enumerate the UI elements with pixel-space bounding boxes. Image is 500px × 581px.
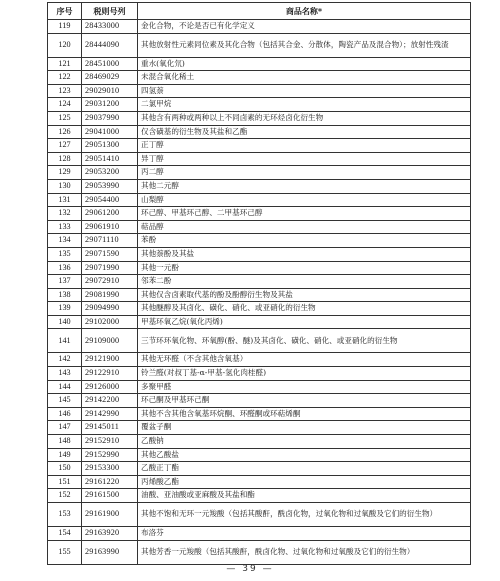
tariff-code-cell: 29029010 (82, 84, 138, 98)
product-name-cell: 四氢萘 (138, 84, 471, 98)
table-row (48, 302, 471, 316)
product-name-cell: 萜品醇 (138, 220, 471, 234)
seq-cell: 141 (48, 329, 82, 353)
product-name-cell: 其他一元酚 (138, 261, 471, 275)
tariff-code-cell: 29051410 (82, 152, 138, 166)
table-row (48, 261, 471, 275)
seq-cell: 142 (48, 353, 82, 367)
tariff-code-cell: 29152990 (82, 448, 138, 462)
product-name-cell: 其他不饱和无环一元羧酸（包括其酸酐，酰卤化物，过氧化物和过氧酸及它们的衍生物） (138, 503, 471, 527)
tariff-code-cell: 29161220 (82, 475, 138, 489)
table-row (48, 71, 471, 85)
product-name-cell: 其他萘酚及其盐 (138, 247, 471, 261)
table-row (48, 20, 471, 34)
tariff-code-cell: 29053990 (82, 179, 138, 193)
table-row (48, 462, 471, 476)
table-row (48, 247, 471, 261)
tariff-code-cell: 29072910 (82, 275, 138, 289)
tariff-code-cell: 29121900 (82, 353, 138, 367)
tariff-code-cell: 29041000 (82, 125, 138, 139)
tariff-code-cell: 29102000 (82, 315, 138, 329)
product-name-cell: 其他芳香一元羧酸（包括其酸酐，酰卤化物、过氧化物和过氧酸及它们的衍生物） (138, 540, 471, 564)
tariff-code-cell: 29145011 (82, 421, 138, 435)
seq-cell: 144 (48, 380, 82, 394)
product-name-cell: 其他无环醛（不含其他含氧基） (138, 353, 471, 367)
seq-cell: 143 (48, 367, 82, 381)
product-name-cell: 环己醇、甲基环己醇、二甲基环己醇 (138, 207, 471, 221)
tariff-code-cell: 28469029 (82, 71, 138, 85)
product-name-cell: 山梨醇 (138, 193, 471, 207)
product-name-cell: 苯酚 (138, 234, 471, 248)
table-body (48, 20, 471, 565)
tariff-document (47, 2, 470, 565)
seq-cell: 128 (48, 152, 82, 166)
table-row (48, 111, 471, 125)
table-row (48, 489, 471, 503)
tariff-code-cell: 29161900 (82, 503, 138, 527)
seq-cell: 123 (48, 84, 82, 98)
product-name-cell: 铃兰醛(对叔丁基-α-甲基-氢化肉桂醛) (138, 367, 471, 381)
table-row (48, 125, 471, 139)
seq-cell: 124 (48, 98, 82, 112)
product-name-cell: 未混合氧化稀土 (138, 71, 471, 85)
table-row (48, 435, 471, 449)
seq-cell: 129 (48, 166, 82, 180)
product-name-cell: 其他二元醇 (138, 179, 471, 193)
seq-cell: 133 (48, 220, 82, 234)
table-row (48, 353, 471, 367)
tariff-code-cell: 29061200 (82, 207, 138, 221)
table-row (48, 475, 471, 489)
tariff-code-cell: 29122910 (82, 367, 138, 381)
product-name-cell: 乙酸正丁酯 (138, 462, 471, 476)
tariff-code-cell: 29142990 (82, 407, 138, 421)
seq-cell: 127 (48, 139, 82, 153)
table-row (48, 166, 471, 180)
table-row (48, 448, 471, 462)
table-row (48, 207, 471, 221)
product-name-cell: 重水(氧化氘) (138, 57, 471, 71)
product-name-cell: 正丁醇 (138, 139, 471, 153)
tariff-code-cell: 29071110 (82, 234, 138, 248)
seq-cell: 122 (48, 71, 82, 85)
seq-cell: 139 (48, 302, 82, 316)
product-name-cell: 其他含有两种或两种以上不同卤素的无环烃卤化衍生物 (138, 111, 471, 125)
product-name-cell: 异丁醇 (138, 152, 471, 166)
table-row (48, 234, 471, 248)
product-name-cell: 油酸、亚油酸或亚麻酸及其盐和酯 (138, 489, 471, 503)
seq-cell: 121 (48, 57, 82, 71)
tariff-code-cell: 29152910 (82, 435, 138, 449)
seq-cell: 138 (48, 288, 82, 302)
product-name-cell: 丙烯酸乙酯 (138, 475, 471, 489)
tariff-code-cell: 29071990 (82, 261, 138, 275)
table-row (48, 367, 471, 381)
product-name-cell: 三节环环氧化物、环氧醇(酚、醚)及其卤化、磺化、硝化、或亚硝化的衍生物 (138, 329, 471, 353)
product-name-cell: 其他放射性元素同位素及其化合物（包括其合金、分散体，陶瓷产品及混合物）；放射性残渣 (138, 33, 471, 57)
table-header-row (48, 3, 471, 20)
seq-cell: 134 (48, 234, 82, 248)
product-name-cell: 其他仅含卤素取代基的酚及酚醇衍生物及其盐 (138, 288, 471, 302)
table-row (48, 394, 471, 408)
tariff-code-cell: 29031200 (82, 98, 138, 112)
tariff-code-cell: 29163920 (82, 527, 138, 541)
tariff-code-cell: 29153300 (82, 462, 138, 476)
tariff-code-cell: 28451000 (82, 57, 138, 71)
table-row (48, 57, 471, 71)
tariff-code-cell: 29163990 (82, 540, 138, 564)
product-name-cell: 多聚甲醛 (138, 380, 471, 394)
table-row (48, 193, 471, 207)
seq-cell: 155 (48, 540, 82, 564)
seq-cell: 152 (48, 489, 82, 503)
seq-cell: 149 (48, 448, 82, 462)
header-code: 税则号列 (82, 3, 138, 20)
tariff-code-cell: 29061910 (82, 220, 138, 234)
table-row (48, 220, 471, 234)
tariff-code-cell: 29071590 (82, 247, 138, 261)
tariff-code-cell: 29053200 (82, 166, 138, 180)
product-name-cell: 其他乙酸盐 (138, 448, 471, 462)
seq-cell: 136 (48, 261, 82, 275)
product-name-cell: 二氯甲烷 (138, 98, 471, 112)
tariff-code-cell: 29161500 (82, 489, 138, 503)
product-name-cell: 布洛芬 (138, 527, 471, 541)
table-row (48, 421, 471, 435)
seq-cell: 125 (48, 111, 82, 125)
seq-cell: 153 (48, 503, 82, 527)
table-row (48, 329, 471, 353)
seq-cell: 147 (48, 421, 82, 435)
table-row (48, 527, 471, 541)
tariff-code-cell: 29142200 (82, 394, 138, 408)
tariff-code-cell: 29126000 (82, 380, 138, 394)
product-name-cell: 其他醚醇及其卤化、磺化、硝化、或亚硝化的衍生物 (138, 302, 471, 316)
seq-cell: 131 (48, 193, 82, 207)
table-row (48, 84, 471, 98)
tariff-code-cell: 29094990 (82, 302, 138, 316)
table-row (48, 179, 471, 193)
seq-cell: 130 (48, 179, 82, 193)
product-name-cell: 覆盆子酮 (138, 421, 471, 435)
seq-cell: 146 (48, 407, 82, 421)
table-row (48, 380, 471, 394)
tariff-code-cell: 29081990 (82, 288, 138, 302)
header-name: 商品名称* (138, 3, 471, 20)
product-name-cell: 乙酸钠 (138, 435, 471, 449)
table-row (48, 139, 471, 153)
tariff-code-cell: 29109000 (82, 329, 138, 353)
table-row (48, 288, 471, 302)
table-row (48, 152, 471, 166)
seq-cell: 140 (48, 315, 82, 329)
seq-cell: 126 (48, 125, 82, 139)
table-row (48, 503, 471, 527)
product-name-cell: 仅含磺基的衍生物及其盐和乙酯 (138, 125, 471, 139)
seq-cell: 151 (48, 475, 82, 489)
product-name-cell: 邻苯二酚 (138, 275, 471, 289)
tariff-code-cell: 28444090 (82, 33, 138, 57)
tariff-code-cell: 28433000 (82, 20, 138, 34)
table-row (48, 33, 471, 57)
table-row (48, 275, 471, 289)
seq-cell: 137 (48, 275, 82, 289)
seq-cell: 145 (48, 394, 82, 408)
product-name-cell: 甲基环氧乙烷(氧化丙烯) (138, 315, 471, 329)
seq-cell: 132 (48, 207, 82, 221)
seq-cell: 148 (48, 435, 82, 449)
tariff-table (47, 2, 471, 565)
table-row (48, 315, 471, 329)
product-name-cell: 丙二醇 (138, 166, 471, 180)
header-seq: 序号 (48, 3, 82, 20)
product-name-cell: 金化合物，不论是否已有化学定义 (138, 20, 471, 34)
product-name-cell: 环己酮及甲基环己酮 (138, 394, 471, 408)
page-number: — 39 — (226, 564, 274, 574)
seq-cell: 154 (48, 527, 82, 541)
seq-cell: 120 (48, 33, 82, 57)
tariff-code-cell: 29054400 (82, 193, 138, 207)
table-row (48, 407, 471, 421)
seq-cell: 150 (48, 462, 82, 476)
product-name-cell: 其他不含其他含氧基环烷酮、环醛酮或环萜烯酮 (138, 407, 471, 421)
tariff-code-cell: 29037990 (82, 111, 138, 125)
seq-cell: 119 (48, 20, 82, 34)
table-row (48, 98, 471, 112)
seq-cell: 135 (48, 247, 82, 261)
tariff-code-cell: 29051300 (82, 139, 138, 153)
table-row (48, 540, 471, 564)
